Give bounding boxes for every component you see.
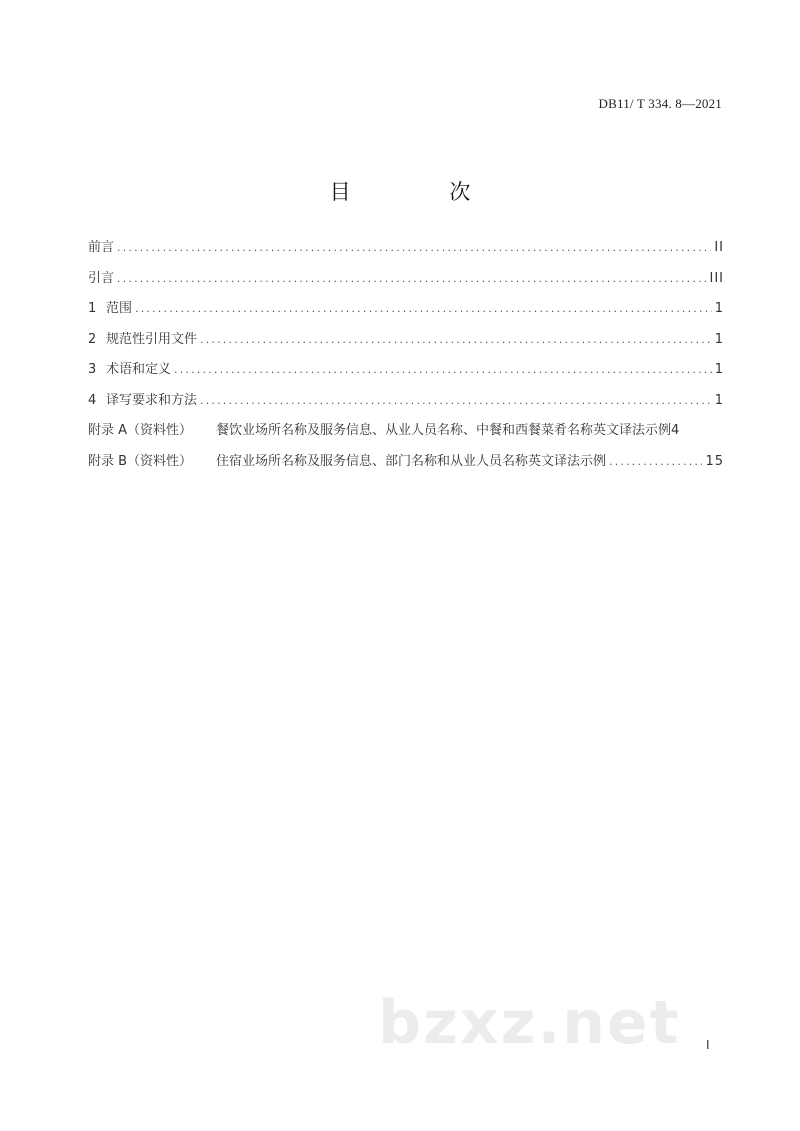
dot-leader	[117, 272, 706, 285]
toc-entry-label: 餐饮业场所名称及服务信息、从业人员名称、中餐和西餐菜肴名称英文译法示例	[216, 423, 672, 438]
toc-entry-appendix-b[interactable]	[88, 450, 724, 481]
toc-entry-translation-methods[interactable]	[88, 389, 724, 420]
toc-entry-number: 2	[88, 331, 97, 347]
dot-leader	[200, 394, 712, 407]
dot-leader	[609, 455, 702, 468]
toc-entry-page: II	[714, 240, 724, 255]
toc-entry-appendix-a[interactable]	[88, 419, 724, 450]
toc-entry-label: 范围	[106, 301, 133, 316]
toc-title: 目 次	[329, 180, 517, 204]
toc-entry-label: 前言	[88, 240, 115, 255]
toc-entry-page: 1	[714, 301, 724, 316]
dot-leader	[135, 302, 712, 315]
toc-entry-label: 规范性引用文件	[106, 331, 198, 347]
watermark: bzxz.net	[378, 988, 681, 1058]
toc-entry-page: III	[709, 270, 724, 286]
table-of-contents	[88, 236, 724, 480]
toc-entry-page: 15	[705, 453, 724, 469]
toc-entry-label: 引言	[88, 270, 115, 286]
toc-entry-page: 4	[671, 423, 681, 438]
page-number: I	[706, 1038, 710, 1052]
toc-entry-scope[interactable]	[88, 297, 724, 328]
document-code: DB11/ T 334. 8—2021	[598, 96, 722, 111]
toc-entry-terms-definitions[interactable]	[88, 358, 724, 389]
toc-entry-foreword[interactable]	[88, 236, 724, 267]
dot-leader	[200, 333, 712, 346]
appendix-prefix: 附录 A（资料性）	[88, 423, 193, 438]
dot-leader	[117, 241, 711, 254]
toc-entry-number: 1	[88, 301, 97, 316]
toc-entry-number: 3	[88, 362, 97, 377]
toc-entry-introduction[interactable]	[88, 267, 724, 298]
toc-entry-label: 术语和定义	[106, 362, 172, 377]
toc-entry-normative-references[interactable]	[88, 328, 724, 359]
appendix-prefix: 附录 B（资料性）	[88, 453, 193, 469]
toc-entry-page: 1	[714, 362, 724, 377]
toc-entry-label: 住宿业场所名称及服务信息、部门名称和从业人员名称英文译法示例	[216, 453, 607, 469]
dot-leader	[174, 363, 712, 376]
toc-entry-page: 1	[714, 331, 724, 347]
toc-entry-number: 4	[88, 392, 97, 408]
toc-entry-page: 1	[714, 392, 724, 408]
toc-entry-label: 译写要求和方法	[106, 392, 198, 408]
